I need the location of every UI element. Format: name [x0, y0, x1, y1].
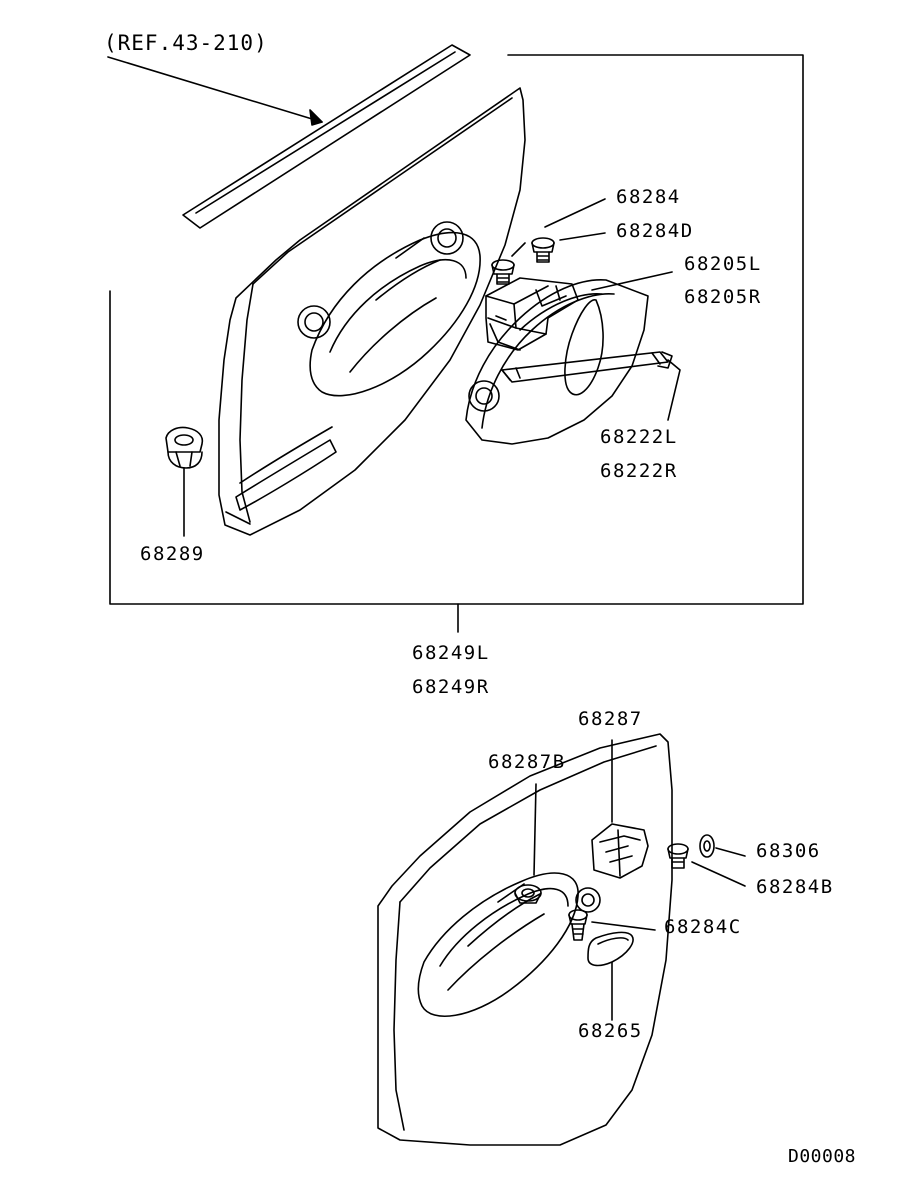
leader-68284 [512, 199, 605, 256]
part-label-68249R: 68249R [412, 676, 490, 698]
part-label-68306: 68306 [756, 840, 821, 862]
reference-note: (REF.43-210) [104, 31, 268, 55]
clip-68289 [166, 427, 202, 468]
part-label-68249L: 68249L [412, 642, 490, 664]
part-label-68265: 68265 [578, 1020, 643, 1042]
part-label-68284C: 68284C [664, 916, 742, 938]
leader-68205 [592, 272, 672, 290]
part-label-68205R: 68205R [684, 286, 762, 308]
door-trim-panel-rear [378, 734, 672, 1145]
leader-68287B [534, 784, 536, 875]
leader-68284D [560, 233, 605, 240]
part-label-68287: 68287 [578, 708, 643, 730]
figure-id: D00008 [788, 1146, 857, 1167]
top-assembly-box [110, 55, 803, 604]
leader-ref-43-210 [108, 57, 322, 125]
screw-68284 [492, 260, 514, 284]
part-label-68287B: 68287B [488, 751, 566, 773]
part-label-68222R: 68222R [600, 460, 678, 482]
leader-68222 [668, 360, 680, 420]
screw-68284B [668, 844, 688, 868]
part-label-68289: 68289 [140, 543, 205, 565]
leader-68306 [716, 848, 745, 856]
screw-68284D [532, 238, 554, 262]
weatherstrip-ref-43-210 [183, 45, 470, 228]
switch-panel-piece [466, 280, 648, 444]
part-label-68222L: 68222L [600, 426, 678, 448]
screw-68284C [569, 910, 587, 940]
part-label-68205L: 68205L [684, 253, 762, 275]
part-label-68284B: 68284B [756, 876, 834, 898]
trim-strip-68222 [502, 352, 672, 382]
door-trim-panel-main [219, 88, 525, 535]
part-label-68284: 68284 [616, 186, 681, 208]
part-label-68284D: 68284D [616, 220, 694, 242]
leader-68284B [692, 862, 745, 886]
washer-68306 [700, 835, 714, 857]
leader-68284C [592, 922, 655, 930]
